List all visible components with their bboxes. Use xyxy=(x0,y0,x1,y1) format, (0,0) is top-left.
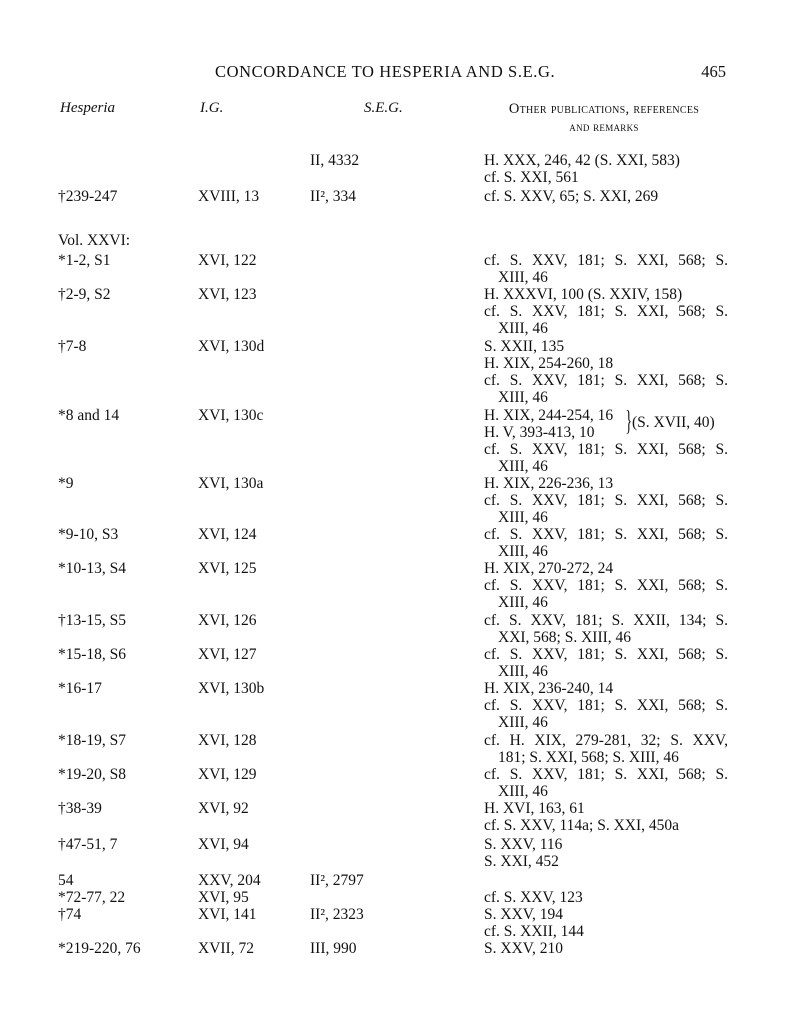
reference-line: XIII, 46 xyxy=(498,389,548,406)
ig-ref: XVI, 129 xyxy=(198,766,257,783)
reference-line: H. XIX, 226-236, 13 xyxy=(484,475,614,492)
reference-line: cf. S. XXV, 114a; S. XXI, 450a xyxy=(484,817,680,834)
reference-line: H. XXXVI, 100 (S. XXIV, 158) xyxy=(484,286,683,303)
other-references xyxy=(484,560,728,611)
reference-line: XIII, 46 xyxy=(498,783,548,800)
bracketed-reference-line: H. V, 393-413, 10 xyxy=(484,424,595,441)
other-references xyxy=(484,612,728,646)
other-references xyxy=(484,766,728,800)
other-references xyxy=(484,338,728,406)
other-references xyxy=(484,800,728,834)
reference-line: cf. S. XXV, 181; S. XXI, 568; S. xyxy=(484,441,728,459)
other-references xyxy=(484,152,728,186)
reference-line: cf. S. XXV, 181; S. XXI, 568; S. xyxy=(484,252,728,269)
reference-line: cf. S. XXV, 181; S. XXI, 568; S. xyxy=(484,372,728,389)
ig-ref: XVII, 72 xyxy=(198,940,254,957)
reference-line: cf. S. XXV, 65; S. XXI, 269 xyxy=(484,188,659,205)
seg-ref: II², 2323 xyxy=(310,906,364,923)
other-references xyxy=(484,680,728,731)
seg-ref: II, 4332 xyxy=(310,152,360,169)
reference-line: XIII, 46 xyxy=(498,714,548,731)
reference-line: cf. S. XXV, 181; S. XXI, 568; S. xyxy=(484,646,728,663)
reference-line: H. XIX, 236-240, 14 xyxy=(484,680,614,697)
ig-ref: XVI, 94 xyxy=(198,836,249,853)
ig-ref: XVI, 122 xyxy=(198,252,257,269)
ig-ref: XVIII, 13 xyxy=(198,188,260,205)
column-header-ig: I.G. xyxy=(200,100,224,116)
reference-line: XIII, 46 xyxy=(498,320,548,337)
other-references xyxy=(484,441,728,475)
page-header xyxy=(0,62,786,86)
hesperia-ref: *15-18, S6 xyxy=(58,646,127,663)
other-references xyxy=(484,252,728,286)
other-references xyxy=(484,732,728,766)
ig-ref: XVI, 127 xyxy=(198,646,257,663)
other-references xyxy=(484,188,728,205)
reference-line: H. XIX, 270-272, 24 xyxy=(484,560,614,577)
hesperia-ref: *72-77, 22 xyxy=(58,889,126,906)
reference-line: XIII, 46 xyxy=(498,458,548,476)
reference-line: cf. S. XXII, 144 xyxy=(484,923,584,940)
other-references xyxy=(484,526,728,560)
reference-line: S. XXV, 116 xyxy=(484,836,563,853)
hesperia-ref: *9-10, S3 xyxy=(58,526,119,543)
reference-line: cf. S. XXV, 181; S. XXI, 568; S. xyxy=(484,697,728,714)
reference-line: XIII, 46 xyxy=(498,509,548,526)
reference-line: cf. S. XXV, 123 xyxy=(484,889,583,906)
hesperia-ref: †239-247 xyxy=(58,188,118,205)
hesperia-ref: *18-19, S7 xyxy=(58,732,127,749)
reference-line: H. XVI, 163, 61 xyxy=(484,800,585,817)
bracketed-reference-line: H. XIX, 244-254, 16 xyxy=(484,407,614,424)
volume-heading: Vol. XXVI: xyxy=(58,232,131,249)
other-references xyxy=(484,646,728,680)
ig-ref: XVI, 141 xyxy=(198,906,257,923)
other-references xyxy=(484,286,728,337)
hesperia-ref: †13-15, S5 xyxy=(58,612,127,629)
hesperia-ref: *9 xyxy=(58,475,74,492)
hesperia-ref: †38-39 xyxy=(58,800,102,817)
hesperia-ref: *19-20, S8 xyxy=(58,766,127,783)
ig-ref: XXV, 204 xyxy=(198,872,261,889)
reference-line: cf. S. XXV, 181; S. XXII, 134; S. xyxy=(484,612,728,629)
reference-line: XIII, 46 xyxy=(498,543,548,560)
seg-ref: II², 334 xyxy=(310,188,356,205)
hesperia-ref: †7-8 xyxy=(58,338,87,355)
column-header-other-line2: and remarks xyxy=(569,120,639,134)
ig-ref: XVI, 130d xyxy=(198,338,265,355)
ig-ref: XVI, 130c xyxy=(198,407,264,424)
reference-line: S. XXV, 210 xyxy=(484,940,563,957)
bracketed-reference-target: (S. XVII, 40) xyxy=(632,414,715,431)
reference-line: S. XXII, 135 xyxy=(484,338,565,355)
ig-ref: XVI, 125 xyxy=(198,560,257,577)
reference-line: XIII, 46 xyxy=(498,269,548,286)
page-number: 465 xyxy=(701,62,726,81)
other-references xyxy=(484,889,728,906)
other-references xyxy=(484,906,728,940)
ig-ref: XVI, 92 xyxy=(198,800,249,817)
hesperia-ref: *16-17 xyxy=(58,680,102,697)
reference-line: H. XXX, 246, 42 (S. XXI, 583) xyxy=(484,152,680,169)
reference-line: H. XIX, 254-260, 18 xyxy=(484,355,614,372)
reference-line: cf. H. XIX, 279-281, 32; S. XXV, xyxy=(484,732,728,749)
column-header-seg: S.E.G. xyxy=(364,100,403,116)
reference-line: cf. S. XXV, 181; S. XXI, 568; S. xyxy=(484,526,728,543)
reference-line: cf. S. XXI, 561 xyxy=(484,169,579,186)
other-references xyxy=(484,836,728,870)
hesperia-ref: †2-9, S2 xyxy=(58,286,111,303)
ig-ref: XVI, 123 xyxy=(198,286,257,303)
column-headers xyxy=(0,100,786,140)
hesperia-ref: *10-13, S4 xyxy=(58,560,127,577)
reference-line: S. XXI, 452 xyxy=(484,853,559,870)
other-references xyxy=(484,475,728,526)
seg-ref: II², 2797 xyxy=(310,872,364,889)
reference-line: XXI, 568; S. XIII, 46 xyxy=(498,629,632,646)
other-references xyxy=(484,940,728,957)
reference-line: cf. S. XXV, 181; S. XXI, 568; S. xyxy=(484,492,728,509)
reference-line: cf. S. XXV, 181; S. XXI, 568; S. xyxy=(484,303,728,320)
column-header-hesperia: Hesperia xyxy=(60,100,115,116)
seg-ref: III, 990 xyxy=(310,940,357,957)
hesperia-ref: *1-2, S1 xyxy=(58,252,111,269)
column-header-other xyxy=(484,100,724,136)
ig-ref: XVI, 126 xyxy=(198,612,257,629)
running-title: CONCORDANCE TO HESPERIA AND S.E.G. xyxy=(215,62,556,81)
ig-ref: XVI, 128 xyxy=(198,732,257,749)
reference-line: cf. S. XXV, 181; S. XXI, 568; S. xyxy=(484,577,728,594)
hesperia-ref: †47-51, 7 xyxy=(58,836,118,853)
ig-ref: XVI, 124 xyxy=(198,526,257,543)
reference-line: S. XXV, 194 xyxy=(484,906,563,923)
reference-line: XIII, 46 xyxy=(498,663,548,680)
hesperia-ref: 54 xyxy=(58,872,74,889)
reference-line: cf. S. XXV, 181; S. XXI, 568; S. xyxy=(484,766,728,783)
hesperia-ref: †74 xyxy=(58,906,82,923)
bracketed-references xyxy=(484,407,728,441)
hesperia-ref: *8 and 14 xyxy=(58,407,120,424)
brace-glyph: } xyxy=(625,406,633,437)
ig-ref: XVI, 130b xyxy=(198,680,265,697)
hesperia-ref: *219-220, 76 xyxy=(58,940,141,957)
column-header-other-line1: Other publications, references xyxy=(508,101,700,117)
ig-ref: XVI, 95 xyxy=(198,889,249,906)
ig-ref: XVI, 130a xyxy=(198,475,264,492)
reference-line: 181; S. XXI, 568; S. XIII, 46 xyxy=(498,749,679,766)
reference-line: XIII, 46 xyxy=(498,594,548,611)
